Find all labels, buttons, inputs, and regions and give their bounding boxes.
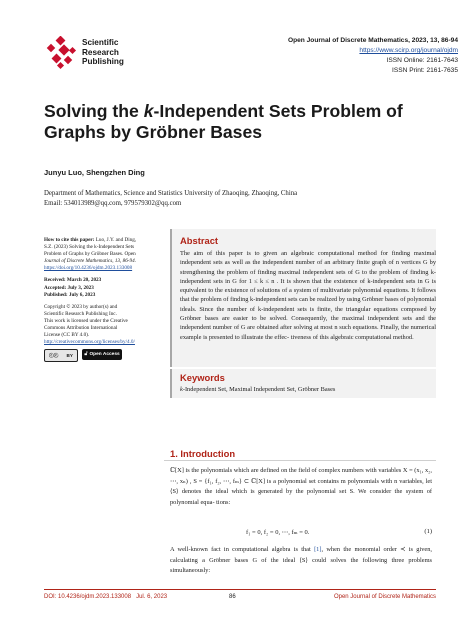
- abstract-line: bases are easier to be solved. Consequently, the maximal independent sets: [204, 315, 412, 323]
- cite-block: [44, 237, 164, 272]
- authors: Junyu Luo, Shengzhen Ding: [44, 168, 145, 177]
- title-text: Solving the: [44, 101, 144, 121]
- intro-line: generated by the polynomial set S. We consider the system of polynomial equa-: [170, 488, 432, 506]
- cc-by-badge[interactable]: [44, 349, 78, 362]
- abstract-line: equations. Finally, the numerical example is presented to illustrate the effec-: [180, 324, 436, 341]
- affiliation: Department of Mathematics, Science and Statistics University of Zhaoqing, Zhaoqing, China: [44, 190, 298, 197]
- keywords-text: [180, 386, 436, 393]
- email: Email: 534013989@qq.com, 979579302@qq.com: [44, 200, 182, 207]
- journal-info: [288, 36, 458, 76]
- cite-text: Journal of Discrete Mathematics, 13, 86-94.: [44, 258, 137, 265]
- title-text: -Independent Sets Problem of: [153, 101, 403, 121]
- abstract-line: The aim of this paper is to given an algebraic computational method for: [180, 250, 388, 257]
- section-divider: [164, 460, 436, 461]
- intro-line: with variables X = (x₁, x₂, ⋯, xₙ) , S = {f₁, f₂, ⋯, fₘ} ⊂ ℂ[X] is a polynomial: [170, 467, 432, 485]
- publisher-line: Scientific: [82, 38, 119, 47]
- intro-line: order ≺ is given, calculating a Gröbner bases G of the ideal ⟨S⟩ could solves: [170, 546, 432, 564]
- abstract-line: in G for 1 ≤ k ≤ n . It is shown that the existence of k-independent sets in G is: [225, 277, 436, 285]
- received-date: Received: March 20, 2023: [44, 277, 102, 284]
- issn-print: ISSN Print: 2161-7635: [392, 67, 458, 74]
- copyright-text: Commons Attribution International: [44, 325, 118, 332]
- scirp-logo-icon: [44, 36, 80, 70]
- license-badges: [44, 349, 164, 362]
- open-lock-icon: 🔓︎: [84, 352, 88, 358]
- cite-text: Luo, J.Y. and Ding,: [94, 237, 137, 243]
- equation-body: f₁ = 0, f₂ = 0, ⋯, fₘ = 0.: [246, 529, 310, 536]
- footer-journal: Open Journal of Discrete Mathematics: [333, 594, 436, 600]
- open-access-label: Open Access: [89, 352, 120, 358]
- intro-paragraph-1: [170, 466, 432, 508]
- abstract-line: finding maximal independent sets as well as the independent number of an: [180, 250, 437, 267]
- article-title: [44, 101, 464, 143]
- abstract-heading: Abstract: [180, 235, 219, 246]
- copyright-text: Copyright © 2023 by author(s) and: [44, 303, 118, 310]
- footer-divider: [44, 589, 436, 590]
- article-sidebar: [44, 237, 164, 367]
- publisher-line: Publishing: [82, 57, 124, 67]
- doi-link[interactable]: https://doi.org/10.4236/ojdm.2023.133008: [44, 265, 133, 272]
- page-number: 86: [229, 594, 236, 600]
- dates-block: [44, 277, 164, 298]
- cite-text: S.Z. (2023) Solving the k-Independent Sets: [44, 244, 135, 251]
- introduction-heading: 1. Introduction: [170, 448, 236, 459]
- license-link[interactable]: http://creativecommons.org/licenses/by/4.0/: [44, 339, 135, 346]
- footer-date: Jul. 6, 2023: [136, 594, 168, 600]
- abstract-line: tiveness of this algebraic computational method.: [290, 333, 414, 341]
- affiliation-block: [44, 189, 297, 209]
- abstract-line: and the independent number of G are obtained after solving at most n such: [180, 315, 436, 332]
- abstract-panel: [170, 229, 436, 367]
- abstract-line: equations. It follows that the problem of finding k-independent sets can be: [180, 287, 436, 304]
- intro-line: , when the monomial: [321, 546, 381, 553]
- abstract-line: k-independent sets is finite, the triangular equations composed by Gröbner: [180, 305, 436, 323]
- publisher-name: [82, 38, 124, 67]
- accepted-date: Accepted: July 3, 2023: [44, 284, 94, 291]
- keywords-list: -Independent Set, Maximal Independent Set, Gröbner Bases: [182, 386, 336, 393]
- keywords-ital: k: [180, 386, 183, 393]
- abstract-line: realized by using Gröbner bases of polynomial ideals. Since the number of: [180, 296, 437, 313]
- journal-url-link[interactable]: https://www.scirp.org/journal/ojdm: [359, 47, 458, 54]
- abstract-line: arbitrary finite graph of n vertices G by strengthening the problem of finding: [180, 259, 436, 276]
- copyright-text: This work is licensed under the Creative: [44, 317, 128, 324]
- cc-icon: ⓒⓒ: [49, 353, 59, 359]
- equation-number: (1): [424, 528, 432, 535]
- open-access-badge[interactable]: [82, 349, 122, 360]
- intro-line: A well-known fact in computational algebra is that: [170, 546, 315, 553]
- cite-label: How to cite this paper:: [44, 237, 95, 243]
- abstract-line: maximal independent sets of G to the problem of finding k-independent sets: [180, 268, 436, 285]
- published-date: Published: July 6, 2023: [44, 291, 96, 298]
- title-text: Graphs by Gröbner Bases: [44, 122, 263, 142]
- issn-online: ISSN Online: 2161-7643: [386, 57, 458, 64]
- publisher-line: Research: [82, 47, 119, 57]
- keywords-panel: [170, 369, 436, 398]
- copyright-text: Scientific Research Publishing Inc.: [44, 310, 117, 317]
- intro-line: the following three problems simultaneously:: [170, 556, 432, 574]
- intro-line: ℂ[X] is the polynomials which are defined on the field of complex numbers: [170, 467, 364, 474]
- journal-citation: Open Journal of Discrete Mathematics, 2023, 13, 86-94: [287, 37, 458, 44]
- abstract-line: equivalent to the existence of solutions of a system of multivariate polynomial: [180, 287, 382, 295]
- keywords-heading: Keywords: [180, 372, 225, 383]
- copyright-text: License (CC BY 4.0).: [44, 332, 90, 339]
- cite-text: Problem of Graphs by Gröbner Bases. Open: [44, 251, 136, 258]
- footer-doi: [44, 594, 167, 600]
- intro-line: set contains m polynomials with n variables, let ⟨S⟩ denotes the ideal which is: [170, 477, 432, 495]
- copyright-block: [44, 304, 164, 363]
- intro-line: tions:: [216, 498, 231, 506]
- abstract-text: [180, 249, 436, 342]
- cc-label: BY: [66, 353, 73, 359]
- footer-doi-text[interactable]: DOI: 10.4236/ojdm.2023.133008: [44, 594, 132, 600]
- intro-paragraph-2: [170, 545, 432, 577]
- title-text: k: [143, 101, 154, 121]
- reference-link[interactable]: [1]: [314, 546, 322, 553]
